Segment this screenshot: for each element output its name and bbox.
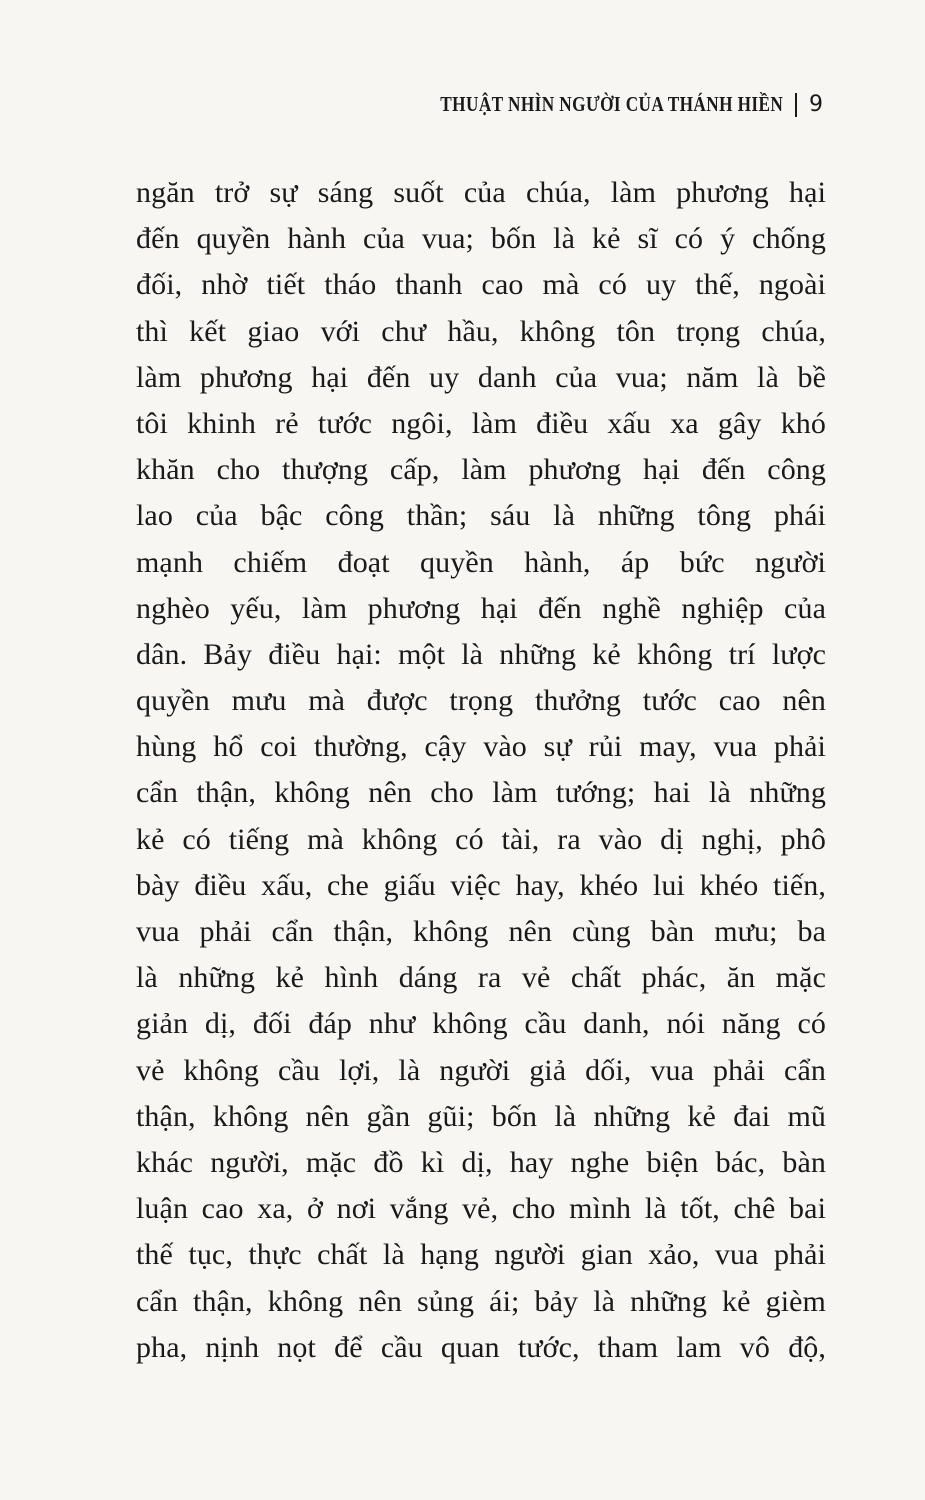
text-line: tôi khinh rẻ tước ngôi, làm điều xấu xa gây khó xyxy=(136,406,826,440)
text-line: pha, nịnh nọt để cầu quan tước, tham lam vô độ, xyxy=(136,1330,826,1364)
running-head xyxy=(365,92,823,117)
text-line: vua phải cẩn thận, không nên cùng bàn mưu; ba xyxy=(136,915,826,948)
text-line: ngăn trở sự sáng suốt của chúa, làm phương hại xyxy=(136,176,826,209)
text-line: luận cao xa, ở nơi vắng vẻ, cho mình là tốt, chê bai xyxy=(136,1192,826,1226)
text-line: quyền mưu mà được trọng thưởng tước cao nên xyxy=(136,684,826,718)
text-line: thận, không nên gần gũi; bốn là những kẻ đai mũ xyxy=(136,1099,826,1133)
text-line: kẻ có tiếng mà không có tài, ra vào dị nghị, phô xyxy=(136,822,826,856)
text-line: khác người, mặc đồ kì dị, hay nghe biện bác, bàn xyxy=(136,1145,826,1179)
page-number: 9 xyxy=(809,92,823,117)
text-line: đến quyền hành của vua; bốn là kẻ sĩ có ý chống xyxy=(136,222,826,256)
text-line: dân. Bảy điều hại: một là những kẻ không trí lược xyxy=(136,637,826,671)
text-line: cẩn thận, không nên sủng ái; bảy là những kẻ gièm xyxy=(136,1284,826,1318)
text-line: cẩn thận, không nên cho làm tướng; hai là những xyxy=(136,776,826,810)
text-line: bày điều xấu, che giấu việc hay, khéo lui khéo tiến, xyxy=(136,868,826,902)
header-divider xyxy=(795,93,797,117)
text-line: mạnh chiếm đoạt quyền hành, áp bức người xyxy=(136,545,826,579)
text-line: làm phương hại đến uy danh của vua; năm là bề xyxy=(136,360,826,394)
text-line: hùng hổ coi thường, cậy vào sự rủi may, vua phải xyxy=(136,730,826,764)
text-line: nghèo yếu, làm phương hại đến nghề nghiệp của xyxy=(136,591,826,625)
text-line: khăn cho thượng cấp, làm phương hại đến công xyxy=(136,453,826,487)
text-line: thì kết giao với chư hầu, không tôn trọng chúa, xyxy=(136,314,826,348)
text-line: lao của bậc công thần; sáu là những tông phái xyxy=(136,499,826,533)
body-text xyxy=(136,170,826,1371)
text-line: là những kẻ hình dáng ra vẻ chất phác, ăn mặc xyxy=(136,961,826,995)
running-title: THUẬT NHÌN NGƯỜI CỦA THÁNH HIỀN xyxy=(440,92,783,116)
text-line: vẻ không cầu lợi, là người giả dối, vua phải cẩn xyxy=(136,1053,826,1087)
text-line: đối, nhờ tiết tháo thanh cao mà có uy thế, ngoài xyxy=(136,268,826,302)
text-line: thế tục, thực chất là hạng người gian xảo, vua phải xyxy=(136,1238,826,1272)
text-line: giản dị, đối đáp như không cầu danh, nói năng có xyxy=(136,1007,826,1041)
